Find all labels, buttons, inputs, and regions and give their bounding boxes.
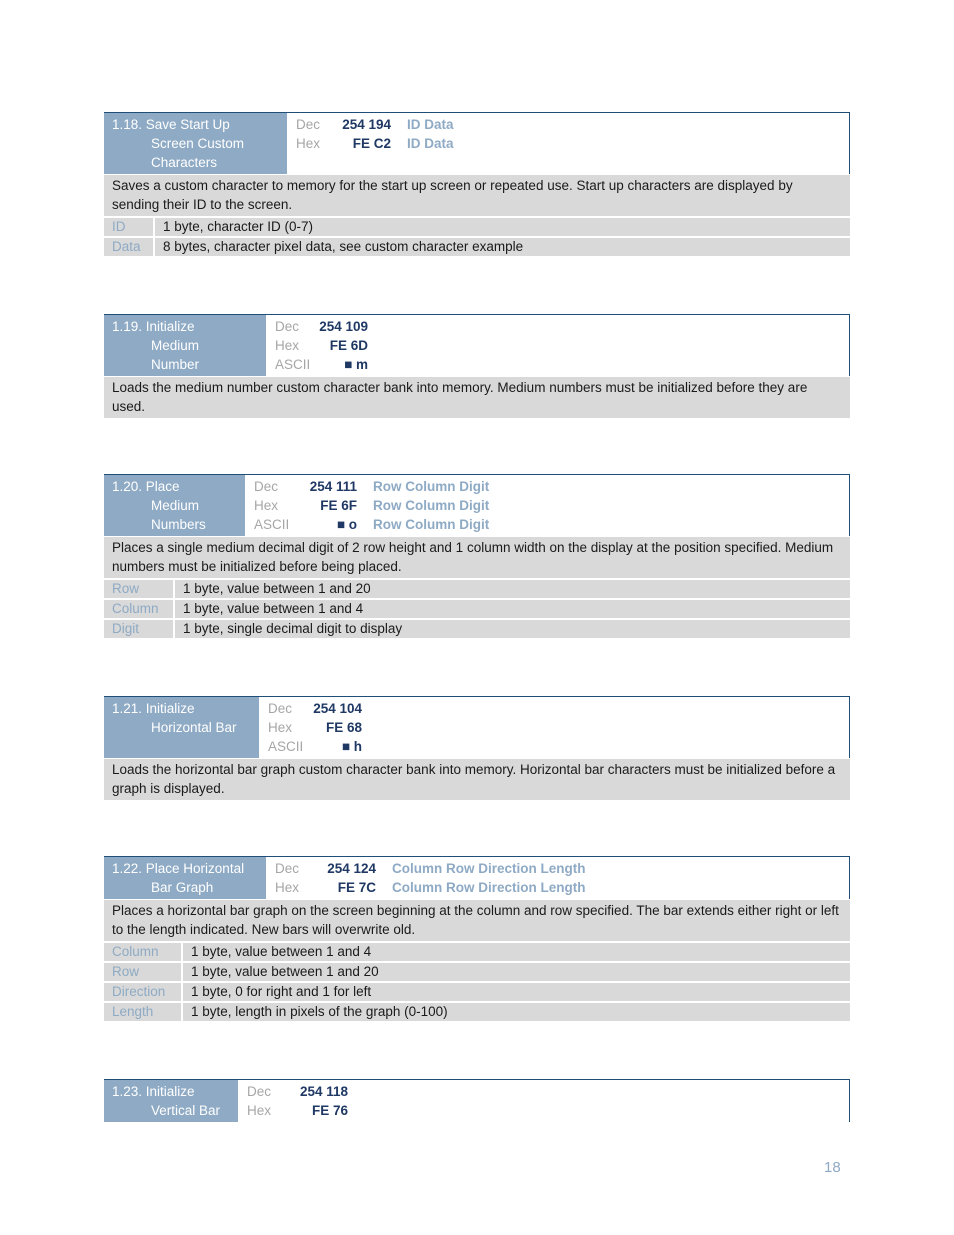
param-name: ID	[104, 218, 155, 236]
command-codes	[259, 697, 850, 758]
param-name: Data	[104, 238, 155, 256]
command-block-1-19	[104, 314, 850, 418]
code-row-hex	[247, 1101, 849, 1120]
command-codes	[266, 315, 850, 376]
code-label: Hex	[275, 338, 300, 353]
command-codes	[266, 857, 850, 899]
code-label: Dec	[275, 861, 300, 876]
code-label: Hex	[296, 136, 321, 151]
param-row	[104, 598, 850, 618]
command-header	[104, 112, 850, 174]
command-header	[104, 856, 850, 899]
command-title-line: 1.23. Initialize	[112, 1084, 195, 1099]
code-row-ascii	[254, 515, 849, 534]
code-label: ASCII	[275, 357, 311, 372]
command-title	[104, 857, 266, 899]
command-header	[104, 696, 850, 758]
command-title-line: Bar Graph	[151, 880, 214, 895]
code-value: 254 118	[299, 1084, 348, 1099]
param-name: Row	[104, 580, 175, 598]
command-title-line: 1.20. Place	[112, 479, 180, 494]
command-header	[104, 474, 850, 536]
param-row	[104, 578, 850, 598]
command-title-line: Horizontal Bar	[151, 720, 237, 735]
code-value: ■ m	[344, 357, 368, 372]
command-title	[104, 697, 259, 758]
param-row	[104, 961, 850, 981]
command-title-line: Vertical Bar	[151, 1103, 221, 1118]
code-label: Hex	[275, 880, 300, 895]
command-description: Loads the horizontal bar graph custom character bank into memory. Horizontal bar characters must be initialized before a graph is displayed.	[104, 758, 850, 800]
code-value: FE C2	[352, 136, 391, 151]
command-title	[104, 113, 287, 174]
param-desc: 1 byte, value between 1 and 20	[183, 581, 371, 596]
code-row-dec	[254, 477, 849, 496]
code-args: Column Row Direction Length	[392, 880, 586, 895]
code-value: FE 6F	[320, 498, 357, 513]
command-title-line: Medium	[151, 338, 200, 353]
code-label: Dec	[296, 117, 321, 132]
command-title	[104, 1080, 238, 1122]
param-row	[104, 216, 850, 236]
command-title-line: Medium	[151, 498, 200, 513]
param-name: Direction	[104, 983, 183, 1001]
command-title-line: Characters	[151, 155, 218, 170]
code-label: ASCII	[268, 739, 304, 754]
code-value: FE 76	[311, 1103, 348, 1118]
code-label: Dec	[268, 701, 293, 716]
code-args: Row Column Digit	[373, 517, 490, 532]
param-name: Digit	[104, 620, 175, 638]
code-value: 254 124	[327, 861, 376, 876]
command-header	[104, 1079, 850, 1122]
command-block-1-22	[104, 856, 850, 1021]
param-desc: 1 byte, 0 for right and 1 for left	[191, 984, 372, 999]
code-row-dec	[275, 317, 849, 336]
param-row	[104, 941, 850, 961]
command-title	[104, 475, 245, 536]
code-value: ■ o	[336, 517, 357, 532]
code-label: Hex	[254, 498, 279, 513]
command-block-1-21	[104, 696, 850, 800]
code-label: Dec	[254, 479, 279, 494]
code-label: Dec	[275, 319, 300, 334]
command-description: Places a single medium decimal digit of 2 row height and 1 column width on the display at the position specified. Medium numbers must be initialized before being placed.	[104, 536, 850, 578]
command-description: Places a horizontal bar graph on the screen beginning at the column and row specified. The bar extends either right or left to the length indicated. New bars will overwrite old.	[104, 899, 850, 941]
command-title-line: 1.18. Save Start Up	[112, 117, 230, 132]
param-desc: 1 byte, value between 1 and 20	[191, 964, 379, 979]
param-row	[104, 981, 850, 1001]
command-block-1-20	[104, 474, 850, 638]
command-title	[104, 315, 266, 376]
code-row-dec	[268, 699, 849, 718]
code-value: 254 111	[309, 479, 357, 494]
command-title-line: Number	[151, 357, 200, 372]
command-title-line: Numbers	[151, 517, 206, 532]
code-value: ■ h	[341, 739, 362, 754]
code-label: Hex	[247, 1103, 272, 1118]
param-name: Length	[104, 1003, 183, 1021]
param-desc: 1 byte, single decimal digit to display	[183, 621, 403, 636]
code-row-hex	[275, 878, 849, 897]
code-label: Hex	[268, 720, 293, 735]
command-block-1-18	[104, 112, 850, 256]
param-desc: 1 byte, character ID (0-7)	[163, 219, 314, 234]
param-row	[104, 1001, 850, 1021]
code-row-dec	[296, 115, 849, 134]
code-row-dec	[275, 859, 849, 878]
command-codes	[245, 475, 850, 536]
code-row-hex	[254, 496, 849, 515]
code-row-ascii	[268, 737, 849, 756]
command-description: Loads the medium number custom character bank into memory. Medium numbers must be initialized before they are used.	[104, 376, 850, 418]
command-title-line: 1.21. Initialize	[112, 701, 195, 716]
code-value: FE 68	[325, 720, 362, 735]
param-name: Row	[104, 963, 183, 981]
code-value: FE 7C	[337, 880, 376, 895]
code-row-hex	[275, 336, 849, 355]
code-label: ASCII	[254, 517, 290, 532]
command-codes	[238, 1080, 850, 1122]
param-desc: 1 byte, value between 1 and 4	[191, 944, 372, 959]
param-row	[104, 236, 850, 256]
page-number: 18	[824, 1159, 841, 1176]
code-row-dec	[247, 1082, 849, 1101]
code-args: Row Column Digit	[373, 498, 490, 513]
command-codes	[287, 113, 850, 174]
param-desc: 1 byte, value between 1 and 4	[183, 601, 364, 616]
code-args: Column Row Direction Length	[392, 861, 586, 876]
code-label: Dec	[247, 1084, 272, 1099]
param-name: Column	[104, 943, 183, 961]
command-block-1-23	[104, 1079, 850, 1122]
code-args: ID Data	[407, 117, 454, 132]
code-row-ascii	[275, 355, 849, 374]
command-title-line: 1.22. Place Horizontal	[112, 861, 245, 876]
code-value: 254 194	[342, 117, 391, 132]
command-header	[104, 314, 850, 376]
param-desc: 8 bytes, character pixel data, see custom character example	[163, 239, 524, 254]
param-desc: 1 byte, length in pixels of the graph (0-100)	[191, 1004, 448, 1019]
param-name: Column	[104, 600, 175, 618]
code-value: 254 104	[313, 701, 362, 716]
code-args: Row Column Digit	[373, 479, 490, 494]
param-row	[104, 618, 850, 638]
code-value: FE 6D	[329, 338, 368, 353]
code-row-hex	[268, 718, 849, 737]
command-title-line: Screen Custom	[151, 136, 245, 151]
command-description: Saves a custom character to memory for the start up screen or repeated use. Start up characters are displayed by sending their ID to the screen.	[104, 174, 850, 216]
code-value: 254 109	[319, 319, 368, 334]
command-title-line: 1.19. Initialize	[112, 319, 195, 334]
code-row-hex	[296, 134, 849, 153]
code-args: ID Data	[407, 136, 454, 151]
